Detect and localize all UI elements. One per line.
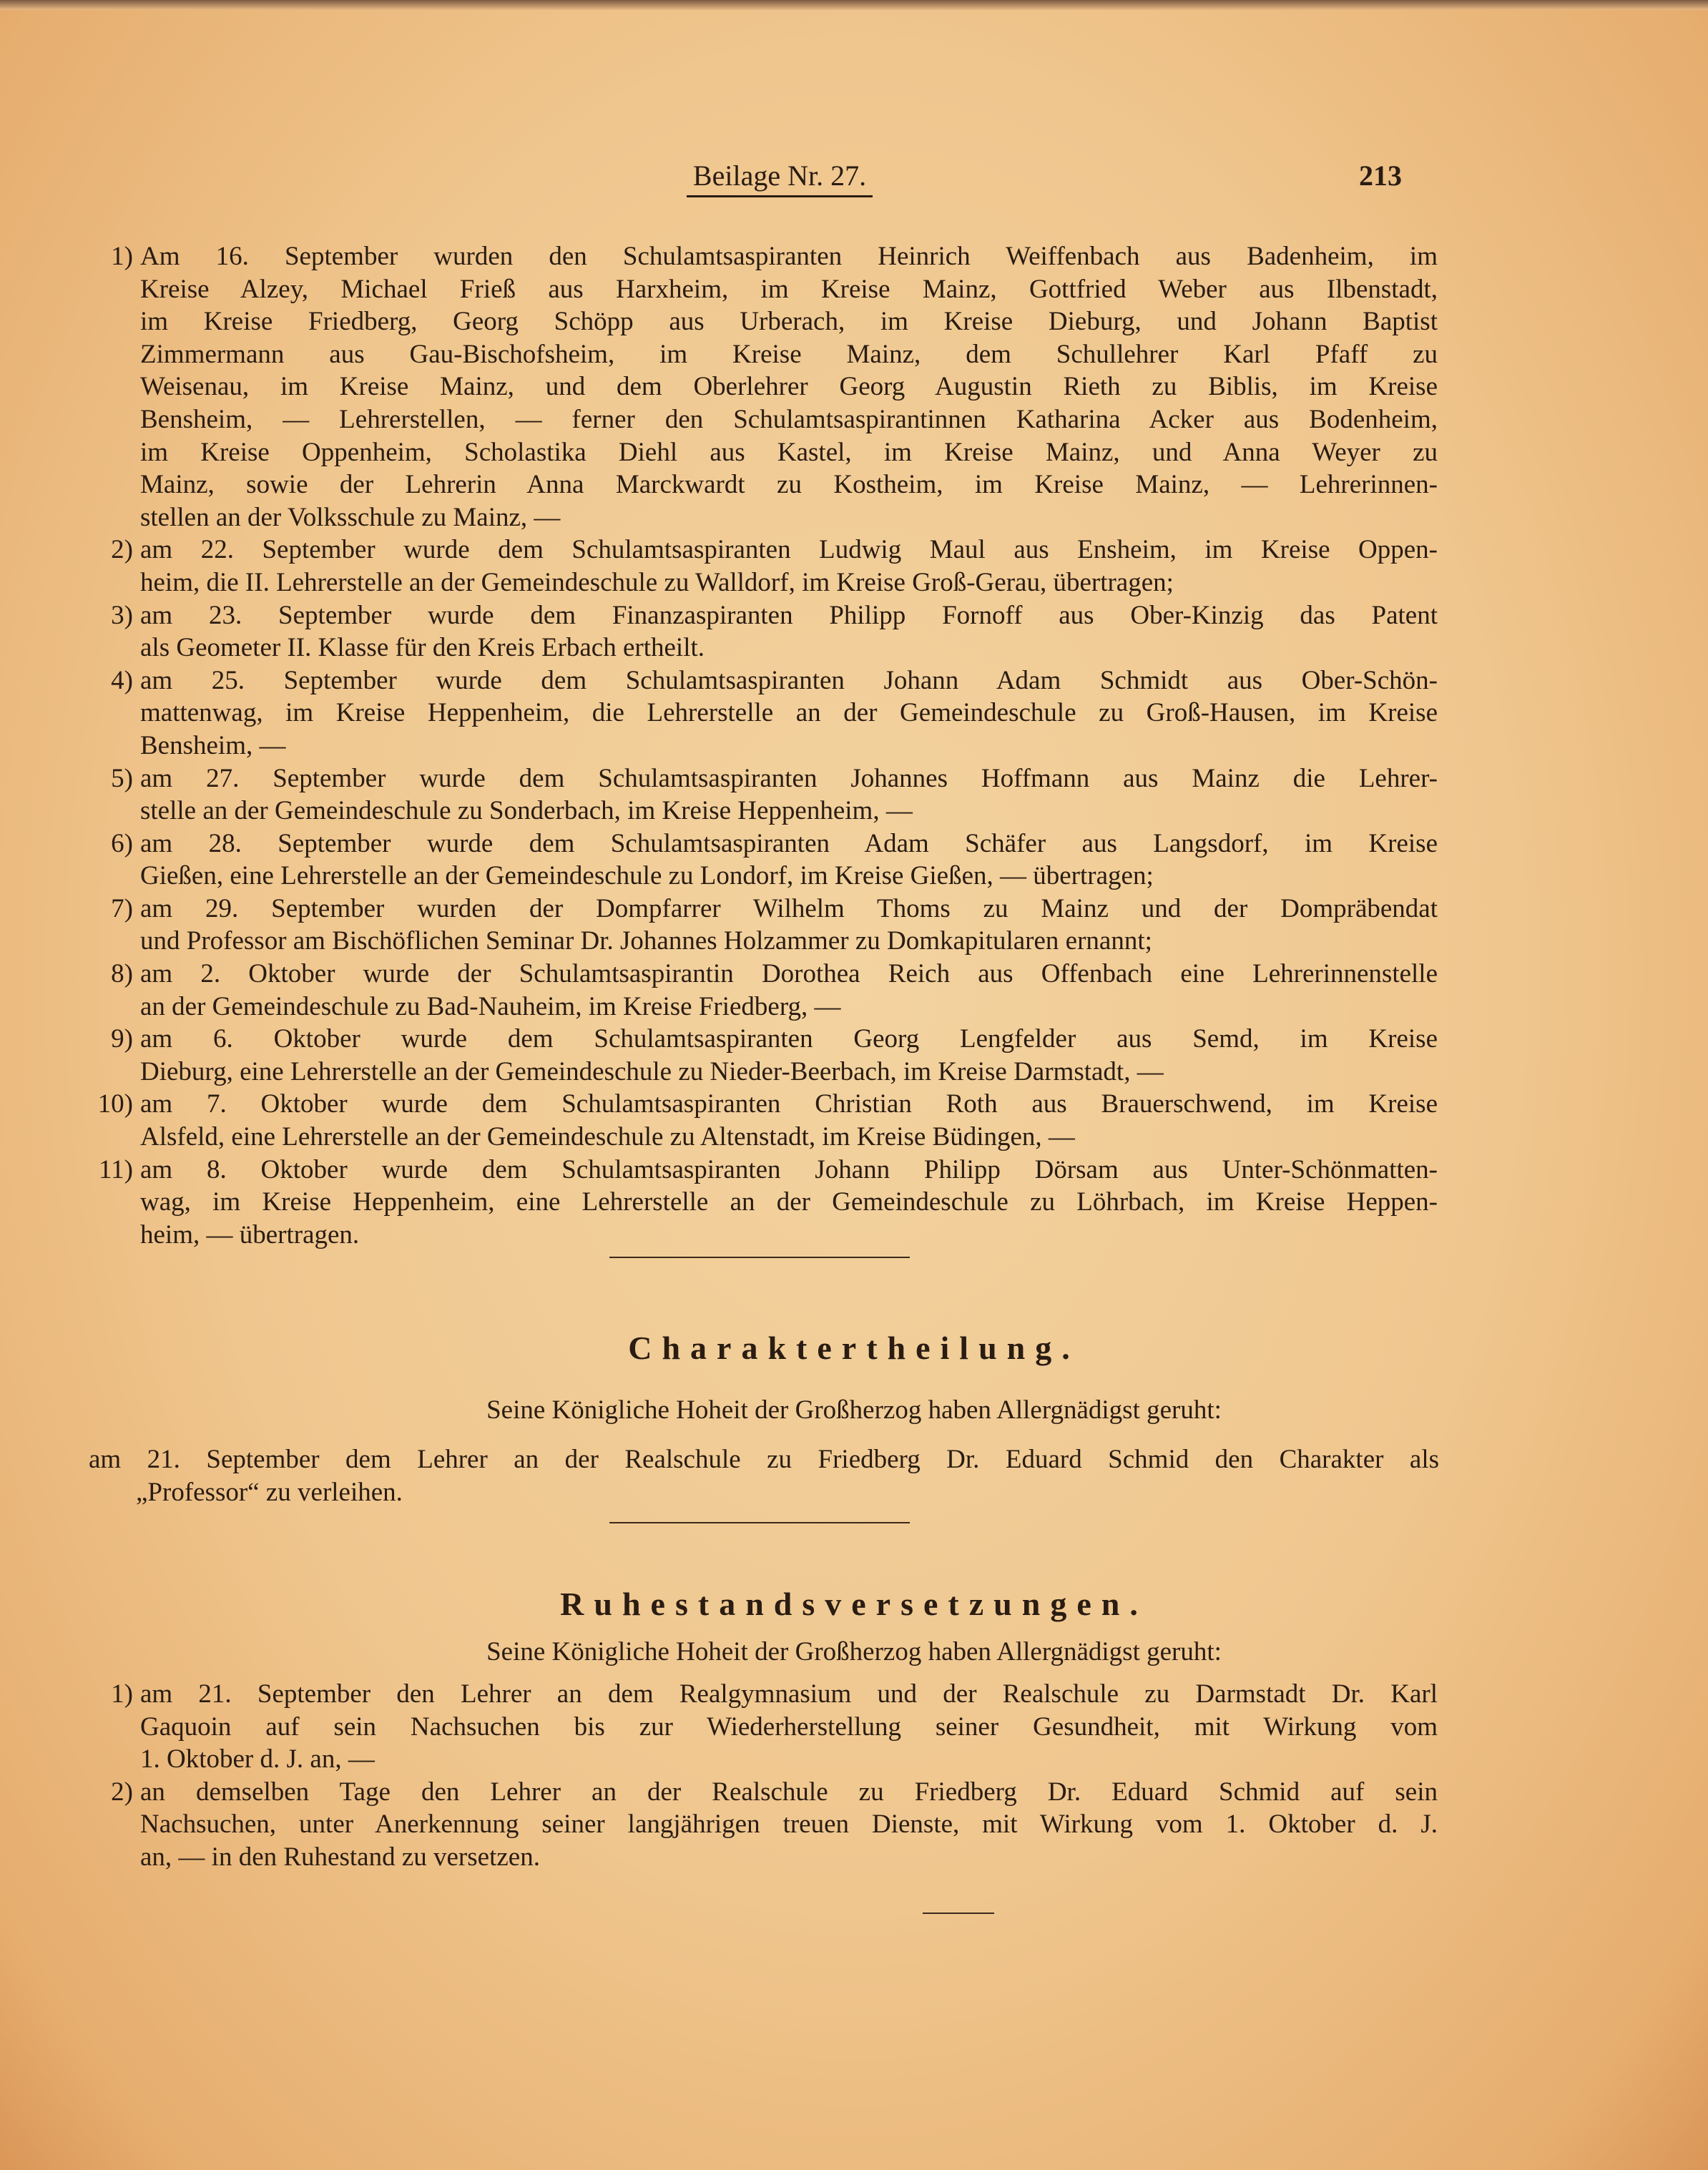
list-item xyxy=(93,1678,1438,1776)
item-number: 6) xyxy=(111,828,133,858)
item-number: 10) xyxy=(97,1089,133,1119)
text-line: und Professor am Bischöflichen Seminar Dr. Johannes Holzammer zu Domkapitularen ernannt; xyxy=(140,926,1152,956)
list-item xyxy=(93,1088,1438,1153)
text-line: heim, die II. Lehrerstelle an der Gemeindeschule zu Walldorf, im Kreise Groß-Gerau, übertragen; xyxy=(140,567,1174,597)
text-line: mattenwag, im Kreise Heppenheim, die Lehrerstelle an der Gemeindeschule zu Groß-Hausen, im Kreise xyxy=(140,698,1438,728)
appointments-list xyxy=(93,240,1438,1251)
section-heading-ruhestand: Ruhestandsversetzungen. xyxy=(560,1586,1148,1622)
text-line: stelle an der Gemeindeschule zu Sonderbach, im Kreise Heppenheim, — xyxy=(140,796,913,826)
divider xyxy=(609,1522,910,1523)
text-line: Dieburg, eine Lehrerstelle an der Gemeindeschule zu Nieder-Beerbach, im Kreise Darmstadt, — xyxy=(140,1056,1164,1086)
text-line: Gießen, eine Lehrerstelle an der Gemeindeschule zu Londorf, im Kreise Gießen, — übertragen; xyxy=(140,861,1154,891)
text-line: stellen an der Volksschule zu Mainz, — xyxy=(140,502,561,532)
text-line: am 21. September den Lehrer an dem Realgymnasium und der Realschule zu Darmstadt Dr. Karl xyxy=(140,1679,1438,1709)
text-line: wag, im Kreise Heppenheim, eine Lehrerstelle an der Gemeindeschule zu Löhrbach, im Kreise Heppen- xyxy=(140,1187,1438,1217)
text-line: Gaquoin auf sein Nachsuchen bis zur Wiederherstellung seiner Gesundheit, mit Wirkung vom xyxy=(140,1712,1438,1742)
ruhestand-list xyxy=(93,1678,1438,1874)
item-number: 11) xyxy=(99,1154,133,1184)
list-item xyxy=(93,599,1438,664)
page-number: 213 xyxy=(1359,159,1402,192)
text-line: Bensheim, — Lehrerstellen, — ferner den Schulamtsaspirantinnen Katharina Acker aus Bodenheim, xyxy=(140,404,1438,434)
text-line: am 27. September wurde dem Schulamtsaspiranten Johannes Hoffmann aus Mainz die Lehrer- xyxy=(140,763,1438,793)
list-item xyxy=(93,762,1438,828)
text-line: am 21. September dem Lehrer an der Realschule zu Friedberg Dr. Eduard Schmid den Charakter als xyxy=(89,1445,1439,1474)
text-line: am 22. September wurde dem Schulamtsaspiranten Ludwig Maul aus Ensheim, im Kreise Oppen- xyxy=(140,535,1438,565)
running-title: Beilage Nr. 27. xyxy=(687,159,873,197)
item-number: 4) xyxy=(111,665,133,695)
text-line: Alsfeld, eine Lehrerstelle an der Gemeindeschule zu Altenstadt, im Kreise Büdingen, — xyxy=(140,1122,1075,1152)
item-number: 2) xyxy=(111,535,133,565)
text-line: am 2. Oktober wurde der Schulamtsaspirantin Dorothea Reich aus Offenbach eine Lehrerinnenstelle xyxy=(140,959,1438,989)
text-line: am 7. Oktober wurde dem Schulamtsaspiranten Christian Roth aus Brauerschwend, im Kreise xyxy=(140,1089,1438,1119)
page-header xyxy=(0,159,1708,202)
text-line: am 25. September wurde dem Schulamtsaspiranten Johann Adam Schmidt aus Ober-Schön- xyxy=(140,665,1438,695)
text-line: im Kreise Friedberg, Georg Schöpp aus Urberach, im Kreise Dieburg, und Johann Baptist xyxy=(140,307,1438,337)
item-number: 8) xyxy=(111,959,133,989)
list-item xyxy=(93,828,1438,893)
list-item xyxy=(93,958,1438,1023)
text-line: am 28. September wurde dem Schulamtsaspiranten Adam Schäfer aus Langsdorf, im Kreise xyxy=(140,828,1438,858)
text-line: Am 16. September wurden den Schulamtsaspiranten Heinrich Weiffenbach aus Badenheim, im xyxy=(140,242,1438,271)
divider xyxy=(923,1913,994,1914)
item-number: 9) xyxy=(111,1024,133,1054)
list-item xyxy=(93,1023,1438,1088)
list-item xyxy=(93,1776,1438,1874)
list-item xyxy=(93,893,1438,958)
text-line: im Kreise Oppenheim, Scholastika Diehl aus Kastel, im Kreise Mainz, und Anna Weyer zu xyxy=(140,437,1438,467)
text-line: Nachsuchen, unter Anerkennung seiner langjährigen treuen Dienste, mit Wirkung vom 1. Oktober d. J. xyxy=(140,1810,1438,1840)
item-number: 2) xyxy=(111,1777,133,1807)
text-line: Weisenau, im Kreise Mainz, und dem Oberlehrer Georg Augustin Rieth zu Biblis, im Kreise xyxy=(140,372,1438,402)
list-item xyxy=(93,534,1438,599)
section-intro: Seine Königliche Hoheit der Großherzog haben Allergnädigst geruht: xyxy=(486,1637,1222,1666)
text-line: 1. Oktober d. J. an, — xyxy=(140,1744,375,1774)
text-line: am 6. Oktober wurde dem Schulamtsaspiranten Georg Lengfelder aus Semd, im Kreise xyxy=(140,1024,1438,1054)
item-number: 5) xyxy=(111,763,133,793)
text-line: Zimmermann aus Gau-Bischofsheim, im Kreise Mainz, dem Schullehrer Karl Pfaff zu xyxy=(140,339,1438,369)
divider xyxy=(609,1257,910,1258)
text-line: an, — in den Ruhestand zu versetzen. xyxy=(140,1842,540,1872)
item-number: 1) xyxy=(111,242,133,271)
list-item xyxy=(93,664,1438,762)
text-line: am 29. September wurden der Dompfarrer Wilhelm Thoms zu Mainz und der Dompräbendat xyxy=(140,893,1438,923)
item-number: 3) xyxy=(111,600,133,630)
charakter-text xyxy=(89,1443,1439,1508)
text-line: Bensheim, — xyxy=(140,730,286,760)
section-intro: Seine Königliche Hoheit der Großherzog haben Allergnädigst geruht: xyxy=(486,1395,1222,1425)
text-line: Kreise Alzey, Michael Frieß aus Harxheim, im Kreise Mainz, Gottfried Weber aus Ilbenstadt, xyxy=(140,274,1438,304)
list-item xyxy=(93,240,1438,534)
text-line: am 23. September wurde dem Finanzaspiranten Philipp Fornoff aus Ober-Kinzig das Patent xyxy=(140,600,1438,630)
text-line: am 8. Oktober wurde dem Schulamtsaspiranten Johann Philipp Dörsam aus Unter-Schönmatten- xyxy=(140,1154,1438,1184)
text-line: an demselben Tage den Lehrer an der Realschule zu Friedberg Dr. Eduard Schmid auf sein xyxy=(140,1777,1438,1807)
scan-edge xyxy=(0,0,1708,10)
text-line: Mainz, sowie der Lehrerin Anna Marckwardt zu Kostheim, im Kreise Mainz, — Lehrerinnen- xyxy=(140,470,1438,500)
item-number: 1) xyxy=(111,1679,133,1709)
text-line: als Geometer II. Klasse für den Kreis Erbach ertheilt. xyxy=(140,633,705,663)
section-heading-charaktertheilung: Charaktertheilung. xyxy=(628,1330,1080,1366)
item-number: 7) xyxy=(111,893,133,923)
text-line: heim, — übertragen. xyxy=(140,1219,360,1250)
text-line: an der Gemeindeschule zu Bad-Nauheim, im Kreise Friedberg, — xyxy=(140,991,841,1021)
text-line: „Professor“ zu verleihen. xyxy=(136,1477,403,1507)
list-item xyxy=(93,1154,1438,1252)
